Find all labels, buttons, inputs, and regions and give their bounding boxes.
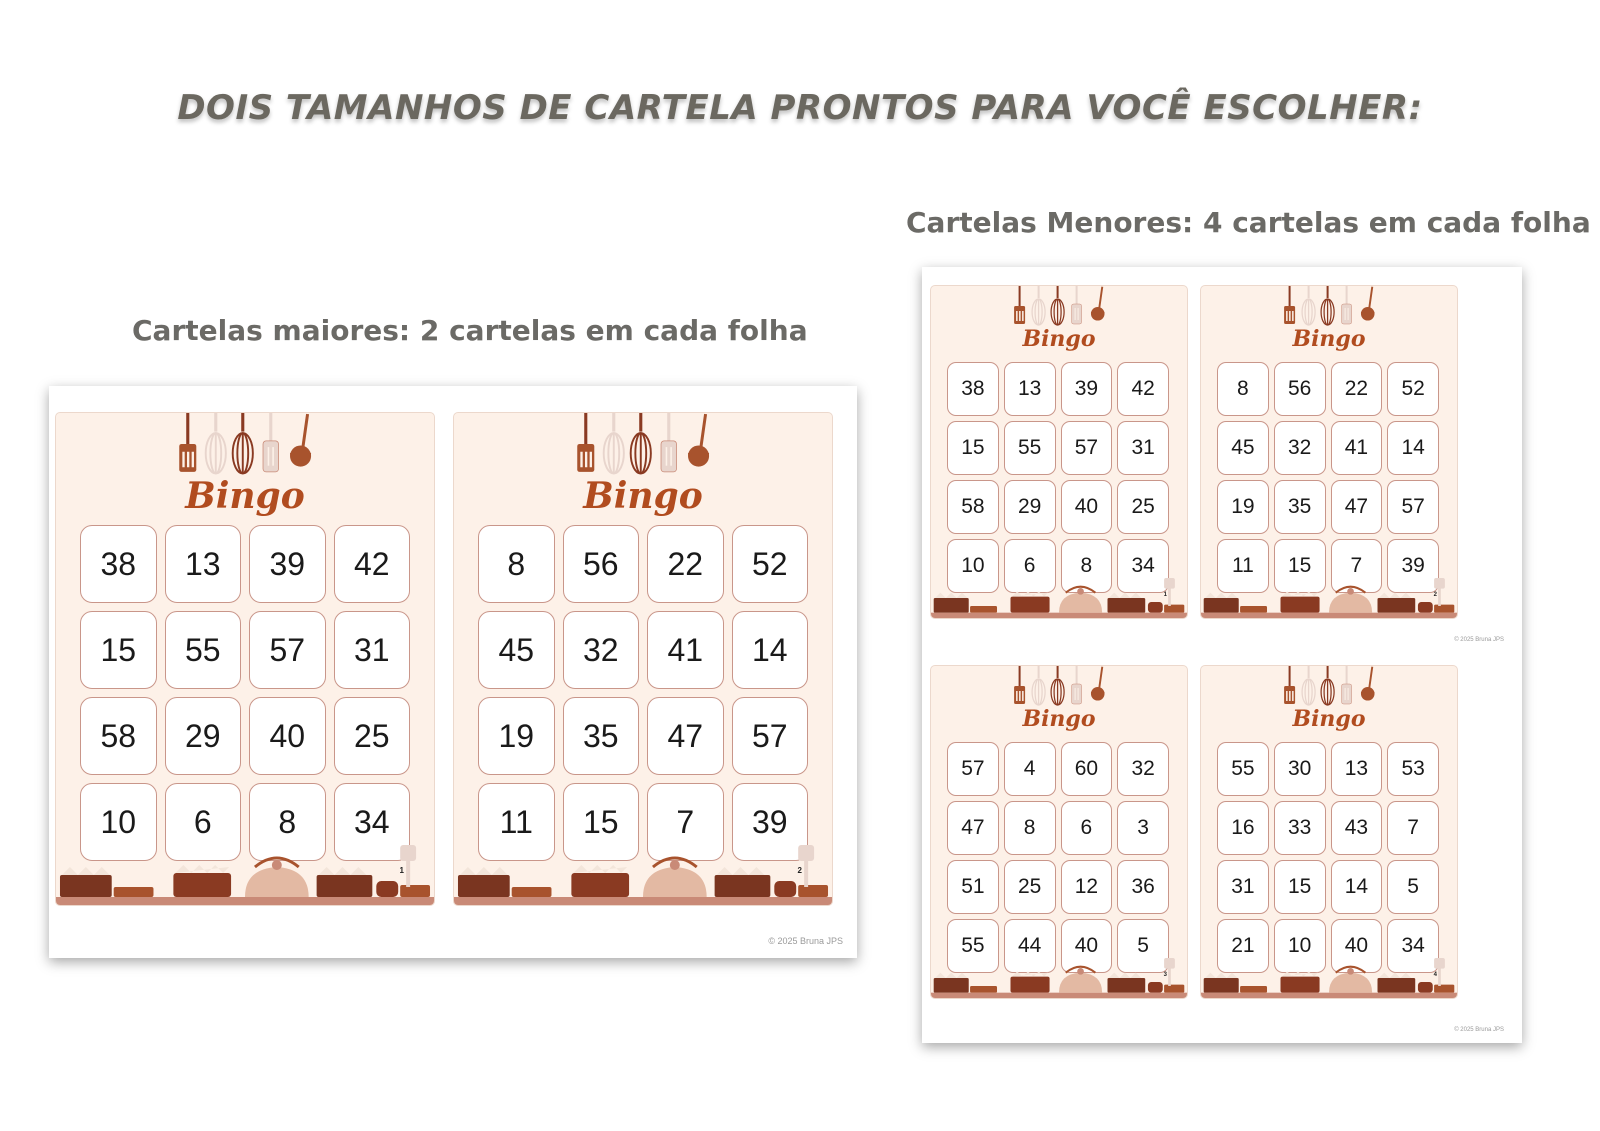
kitchen-utensils — [1201, 286, 1457, 326]
bingo-cell: 41 — [647, 611, 724, 689]
bingo-cell: 10 — [1274, 919, 1326, 973]
kitchen-scene-decoration — [931, 958, 1187, 998]
kitchen-scene-decoration — [1201, 578, 1457, 618]
large-cards-sheet — [49, 386, 857, 958]
bingo-cell: 35 — [1274, 480, 1326, 534]
whisk-light-icon — [204, 413, 228, 475]
bingo-cell: 58 — [947, 480, 999, 534]
bingo-cell: 40 — [1061, 480, 1113, 534]
bingo-cell: 15 — [1274, 539, 1326, 593]
kitchen-utensils — [56, 413, 434, 475]
bingo-cell: 6 — [165, 783, 242, 861]
ladle-icon — [1359, 286, 1376, 326]
number-grid — [1217, 742, 1439, 973]
bingo-cell: 6 — [1061, 801, 1113, 855]
number-grid — [947, 742, 1169, 973]
spatula-icon — [1012, 286, 1027, 326]
whisk-light-icon — [1301, 286, 1316, 326]
bingo-cell: 47 — [1331, 480, 1383, 534]
spatula-icon — [176, 413, 200, 475]
whisk-light-icon — [1301, 666, 1316, 706]
bingo-cell: 3 — [1117, 801, 1169, 855]
bingo-cell: 55 — [165, 611, 242, 689]
whisk-icon — [1320, 286, 1335, 326]
bingo-cell: 8 — [1004, 801, 1056, 855]
bingo-cell: 5 — [1117, 919, 1169, 973]
whisk-light-icon — [602, 413, 626, 475]
bingo-cell: 42 — [1117, 362, 1169, 416]
spatula-icon — [1282, 666, 1297, 706]
bingo-cell: 55 — [1004, 421, 1056, 475]
bingo-cell: 5 — [1387, 860, 1439, 914]
kitchen-utensils — [931, 286, 1187, 326]
bingo-cell: 52 — [1387, 362, 1439, 416]
bingo-cell: 10 — [947, 539, 999, 593]
bingo-cell: 6 — [1004, 539, 1056, 593]
fork-icon — [1339, 286, 1354, 326]
bingo-cell: 55 — [1217, 742, 1269, 796]
bingo-cell: 53 — [1387, 742, 1439, 796]
number-grid — [947, 362, 1169, 593]
bingo-title: Bingo — [1292, 706, 1366, 732]
spatula-icon — [574, 413, 598, 475]
bingo-cell: 32 — [1117, 742, 1169, 796]
bingo-cell: 34 — [1387, 919, 1439, 973]
bingo-cell: 4 — [1004, 742, 1056, 796]
bingo-cell: 8 — [1217, 362, 1269, 416]
whisk-light-icon — [1031, 666, 1046, 706]
bingo-card — [930, 665, 1188, 999]
bingo-cell: 31 — [1217, 860, 1269, 914]
bingo-cell: 7 — [1331, 539, 1383, 593]
bingo-cell: 58 — [80, 697, 157, 775]
bingo-cell: 57 — [249, 611, 326, 689]
bingo-cell: 47 — [947, 801, 999, 855]
kitchen-scene-decoration — [56, 845, 434, 905]
bingo-title: Bingo — [583, 475, 703, 517]
copyright-note-bottom: © 2025 Bruna JPS — [1454, 1027, 1504, 1033]
bingo-cell: 15 — [80, 611, 157, 689]
whisk-icon — [1050, 286, 1065, 326]
bingo-card — [1200, 285, 1458, 619]
ladle-icon — [1089, 286, 1106, 326]
bingo-cell: 34 — [1117, 539, 1169, 593]
bingo-cell: 15 — [563, 783, 640, 861]
bingo-cell: 34 — [334, 783, 411, 861]
caption-large-cards: Cartelas maiores: 2 cartelas em cada folha — [132, 314, 808, 347]
bingo-cell: 40 — [249, 697, 326, 775]
bingo-cell: 11 — [478, 783, 555, 861]
bingo-cell: 40 — [1061, 919, 1113, 973]
bingo-cell: 36 — [1117, 860, 1169, 914]
bingo-cell: 57 — [1387, 480, 1439, 534]
fork-icon — [259, 413, 283, 475]
bingo-cell: 29 — [165, 697, 242, 775]
fork-icon — [1069, 666, 1084, 706]
bingo-cell: 55 — [947, 919, 999, 973]
bingo-cell: 51 — [947, 860, 999, 914]
bingo-cell: 56 — [1274, 362, 1326, 416]
bingo-cell: 38 — [947, 362, 999, 416]
bingo-cell: 19 — [478, 697, 555, 775]
bingo-title: Bingo — [1022, 326, 1096, 352]
card-number: 4 — [1433, 972, 1437, 978]
bingo-cell: 40 — [1331, 919, 1383, 973]
bingo-cell: 31 — [334, 611, 411, 689]
ladle-icon — [1359, 666, 1376, 706]
card-number: 3 — [1163, 972, 1167, 978]
bingo-card — [1200, 665, 1458, 999]
kitchen-utensils — [1201, 666, 1457, 706]
ladle-icon — [287, 413, 314, 475]
whisk-icon — [231, 413, 255, 475]
bingo-cell: 56 — [563, 525, 640, 603]
fork-icon — [1069, 286, 1084, 326]
copyright-note-top: © 2025 Bruna JPS — [1454, 637, 1504, 643]
bingo-cell: 33 — [1274, 801, 1326, 855]
kitchen-scene-decoration — [931, 578, 1187, 618]
bingo-cell: 8 — [478, 525, 555, 603]
bingo-cell: 25 — [334, 697, 411, 775]
bingo-cell: 25 — [1004, 860, 1056, 914]
bingo-cell: 16 — [1217, 801, 1269, 855]
bingo-cell: 15 — [947, 421, 999, 475]
number-grid — [478, 525, 808, 861]
page-headline: DOIS TAMANHOS DE CARTELA PRONTOS PARA VOCÊ ESCOLHER: — [177, 88, 1423, 128]
fork-icon — [657, 413, 681, 475]
bingo-cell: 31 — [1117, 421, 1169, 475]
card-number: 2 — [1433, 592, 1437, 598]
number-grid — [80, 525, 410, 861]
caption-small-cards: Cartelas Menores: 4 cartelas em cada folha — [906, 206, 1591, 239]
bingo-cell: 25 — [1117, 480, 1169, 534]
bingo-cell: 52 — [732, 525, 809, 603]
bingo-cell: 60 — [1061, 742, 1113, 796]
bingo-card — [930, 285, 1188, 619]
copyright-note: © 2025 Bruna JPS — [768, 936, 843, 946]
bingo-cell: 14 — [732, 611, 809, 689]
bingo-cell: 44 — [1004, 919, 1056, 973]
bingo-cell: 29 — [1004, 480, 1056, 534]
bingo-cell: 22 — [1331, 362, 1383, 416]
kitchen-scene-decoration — [454, 845, 832, 905]
bingo-cell: 14 — [1387, 421, 1439, 475]
bingo-card — [453, 412, 833, 906]
kitchen-utensils — [454, 413, 832, 475]
whisk-icon — [1320, 666, 1335, 706]
bingo-cell: 22 — [647, 525, 724, 603]
card-number: 1 — [1163, 592, 1167, 598]
bingo-cell: 39 — [1061, 362, 1113, 416]
fork-icon — [1339, 666, 1354, 706]
kitchen-utensils — [931, 666, 1187, 706]
ladle-icon — [685, 413, 712, 475]
bingo-cell: 57 — [1061, 421, 1113, 475]
small-cards-sheet — [922, 267, 1522, 1043]
bingo-cell: 41 — [1331, 421, 1383, 475]
bingo-title: Bingo — [185, 475, 305, 517]
bingo-cell: 10 — [80, 783, 157, 861]
whisk-light-icon — [1031, 286, 1046, 326]
bingo-cell: 39 — [732, 783, 809, 861]
bingo-cell: 43 — [1331, 801, 1383, 855]
bingo-cell: 32 — [1274, 421, 1326, 475]
bingo-cell: 8 — [1061, 539, 1113, 593]
bingo-cell: 19 — [1217, 480, 1269, 534]
whisk-icon — [1050, 666, 1065, 706]
bingo-cell: 13 — [165, 525, 242, 603]
bingo-cell: 57 — [732, 697, 809, 775]
bingo-cell: 35 — [563, 697, 640, 775]
spatula-icon — [1012, 666, 1027, 706]
bingo-title: Bingo — [1022, 706, 1096, 732]
bingo-cell: 13 — [1331, 742, 1383, 796]
bingo-cell: 45 — [478, 611, 555, 689]
ladle-icon — [1089, 666, 1106, 706]
number-grid — [1217, 362, 1439, 593]
bingo-cell: 14 — [1331, 860, 1383, 914]
bingo-cell: 11 — [1217, 539, 1269, 593]
bingo-card — [55, 412, 435, 906]
bingo-cell: 39 — [1387, 539, 1439, 593]
bingo-cell: 8 — [249, 783, 326, 861]
whisk-icon — [629, 413, 653, 475]
bingo-cell: 39 — [249, 525, 326, 603]
kitchen-scene-decoration — [1201, 958, 1457, 998]
bingo-cell: 47 — [647, 697, 724, 775]
spatula-icon — [1282, 286, 1297, 326]
bingo-cell: 13 — [1004, 362, 1056, 416]
bingo-cell: 15 — [1274, 860, 1326, 914]
bingo-title: Bingo — [1292, 326, 1366, 352]
bingo-cell: 57 — [947, 742, 999, 796]
bingo-cell: 21 — [1217, 919, 1269, 973]
bingo-cell: 45 — [1217, 421, 1269, 475]
bingo-cell: 7 — [1387, 801, 1439, 855]
bingo-cell: 7 — [647, 783, 724, 861]
bingo-cell: 12 — [1061, 860, 1113, 914]
card-number: 1 — [399, 866, 404, 875]
card-number: 2 — [797, 866, 802, 875]
bingo-cell: 32 — [563, 611, 640, 689]
bingo-cell: 42 — [334, 525, 411, 603]
bingo-cell: 38 — [80, 525, 157, 603]
bingo-cell: 30 — [1274, 742, 1326, 796]
